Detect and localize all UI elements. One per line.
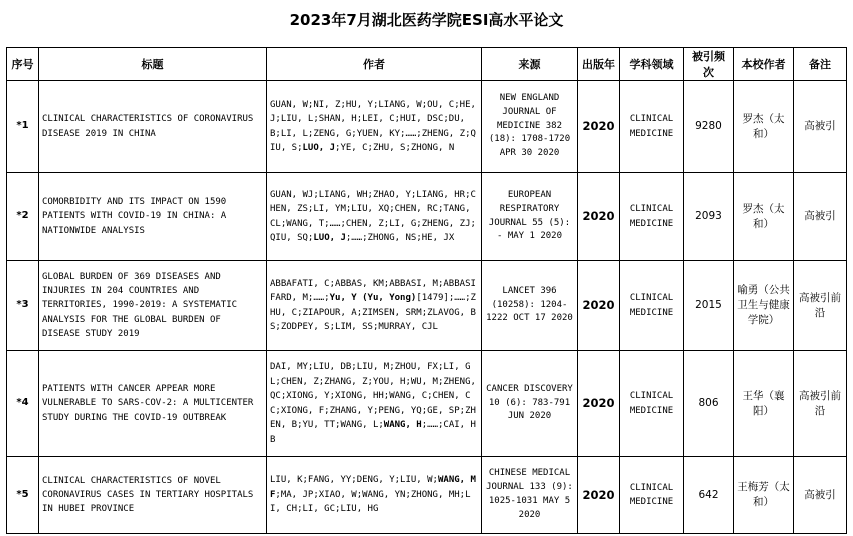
school-author-highlight: WANG, H [383, 420, 422, 430]
paper-title: PATIENTS WITH CANCER APPEAR MORE VULNERABLE TO SARS-COV-2: A MULTICENTER STUDY DURING THE COVID-19 OUTBREAK [39, 351, 267, 457]
paper-authors [267, 351, 482, 457]
paper-citations: 2015 [684, 261, 734, 351]
paper-field: CLINICAL MEDICINE [620, 261, 684, 351]
paper-authors [267, 457, 482, 534]
authors-text: ;MA, JP;XIAO, W;WANG, YN;ZHONG, MH;LI, CH;LI, GC;LIU, HG [270, 489, 471, 515]
table-row [7, 457, 847, 534]
header-year: 出版年 [578, 48, 620, 81]
paper-title: CLINICAL CHARACTERISTICS OF NOVEL CORONAVIRUS CASES IN TERTIARY HOSPITALS IN HUBEI PROVINCE [39, 457, 267, 534]
paper-title: CLINICAL CHARACTERISTICS OF CORONAVIRUS DISEASE 2019 IN CHINA [39, 81, 267, 173]
row-index: *1 [7, 81, 39, 173]
authors-text: DAI, MY;LIU, DB;LIU, M;ZHOU, FX;LI, GL;CHEN, Z;ZHANG, Z;YOU, H;WU, M;ZHENG, QC;XIONG, Y;XIONG, HH;WANG, C;CHEN, CC;XIONG, F;ZHANG, Y;PENG, YQ;GE, SP;ZHEN, B;YU, TT;WANG, L; [270, 362, 476, 430]
header-notes: 备注 [794, 48, 847, 81]
paper-year: 2020 [578, 351, 620, 457]
table-row [7, 81, 847, 173]
paper-year: 2020 [578, 81, 620, 173]
paper-field: CLINICAL MEDICINE [620, 81, 684, 173]
paper-authors [267, 173, 482, 261]
authors-text: GUAN, WJ;LIANG, WH;ZHAO, Y;LIANG, HR;CHEN, ZS;LI, YM;LIU, XQ;CHEN, RC;TANG, CL;WANG, T;……;CHEN, Z;LI, G;ZHENG, ZJ;QIU, SQ; [270, 189, 476, 243]
header-authors: 作者 [267, 48, 482, 81]
paper-year: 2020 [578, 173, 620, 261]
authors-text: ;……;ZHONG, NS;HE, JX [345, 233, 455, 243]
paper-notes: 高被引 [794, 81, 847, 173]
paper-field: CLINICAL MEDICINE [620, 457, 684, 534]
authors-text: GUAN, W;NI, Z;HU, Y;LIANG, W;OU, C;HE, J;LIU, L;SHAN, H;LEI, C;HUI, DSC;DU, B;LI, L;ZENG, G;YUEN, KY;……;ZHENG, Z;QIU, S; [270, 99, 476, 153]
school-author: 罗杰（太和） [734, 173, 794, 261]
paper-notes: 高被引前沿 [794, 261, 847, 351]
header-index: 序号 [7, 48, 39, 81]
school-author-highlight: WANG, MF [270, 475, 476, 500]
school-author-highlight: LUO, J [313, 233, 346, 243]
school-author: 喻勇（公共卫生与健康学院） [734, 261, 794, 351]
paper-notes: 高被引 [794, 457, 847, 534]
paper-notes: 高被引前沿 [794, 351, 847, 457]
paper-year: 2020 [578, 261, 620, 351]
authors-text: [1479];……;ZHU, C;ZIAPOUR, A;ZIMSEN, SRM;ZLAVOG, BS;ZODPEY, S;LIM, SS;MURRAY, CJL [270, 293, 476, 332]
paper-source: EUROPEAN RESPIRATORY JOURNAL 55 (5): - MAY 1 2020 [482, 173, 578, 261]
paper-citations: 642 [684, 457, 734, 534]
authors-text: ;……;CAI, HB [270, 420, 476, 445]
table-row [7, 261, 847, 351]
row-index: *3 [7, 261, 39, 351]
header-title: 标题 [39, 48, 267, 81]
table-row [7, 173, 847, 261]
row-index: *4 [7, 351, 39, 457]
paper-source: LANCET 396 (10258): 1204-1222 OCT 17 2020 [482, 261, 578, 351]
paper-title: GLOBAL BURDEN OF 369 DISEASES AND INJURIES IN 204 COUNTRIES AND TERRITORIES, 1990-2019: A SYSTEMATIC ANALYSIS FOR THE GLOBAL BURDEN OF DISEASE STUDY 2019 [39, 261, 267, 351]
papers-table [6, 47, 847, 534]
header-citations: 被引频次 [684, 48, 734, 81]
paper-source: NEW ENGLAND JOURNAL OF MEDICINE 382 (18): 1708-1720 APR 30 2020 [482, 81, 578, 173]
paper-authors [267, 81, 482, 173]
paper-notes: 高被引 [794, 173, 847, 261]
row-index: *5 [7, 457, 39, 534]
table-row [7, 351, 847, 457]
paper-source: CHINESE MEDICAL JOURNAL 133 (9): 1025-1031 MAY 5 2020 [482, 457, 578, 534]
document-title: 2023年7月湖北医药学院ESI高水平论文 [289, 11, 564, 29]
row-index: *2 [7, 173, 39, 261]
school-author: 罗杰（太和） [734, 81, 794, 173]
authors-text: ;YE, C;ZHU, S;ZHONG, N [335, 143, 455, 153]
paper-authors [267, 261, 482, 351]
paper-citations: 9280 [684, 81, 734, 173]
school-author-highlight: LUO, J [302, 143, 336, 153]
header-school-author: 本校作者 [734, 48, 794, 81]
authors-text: ABBAFATI, C;ABBAS, KM;ABBASI, M;ABBASIFARD, M;……; [270, 278, 476, 303]
paper-citations: 2093 [684, 173, 734, 261]
paper-title: COMORBIDITY AND ITS IMPACT ON 1590 PATIENTS WITH COVID-19 IN CHINA: A NATIONWIDE ANALYSIS [39, 173, 267, 261]
school-author: 王华（襄阳） [734, 351, 794, 457]
school-author: 王梅芳（太和） [734, 457, 794, 534]
authors-text: LIU, K;FANG, YY;DENG, Y;LIU, W; [270, 475, 438, 486]
header-source: 来源 [482, 48, 578, 81]
paper-source: CANCER DISCOVERY 10 (6): 783-791 JUN 2020 [482, 351, 578, 457]
paper-year: 2020 [578, 457, 620, 534]
school-author-highlight: Yu, Y (Yu, Yong) [329, 293, 417, 303]
paper-field: CLINICAL MEDICINE [620, 173, 684, 261]
paper-citations: 806 [684, 351, 734, 457]
table-header-row [7, 48, 847, 81]
header-field: 学科领域 [620, 48, 684, 81]
paper-field: CLINICAL MEDICINE [620, 351, 684, 457]
